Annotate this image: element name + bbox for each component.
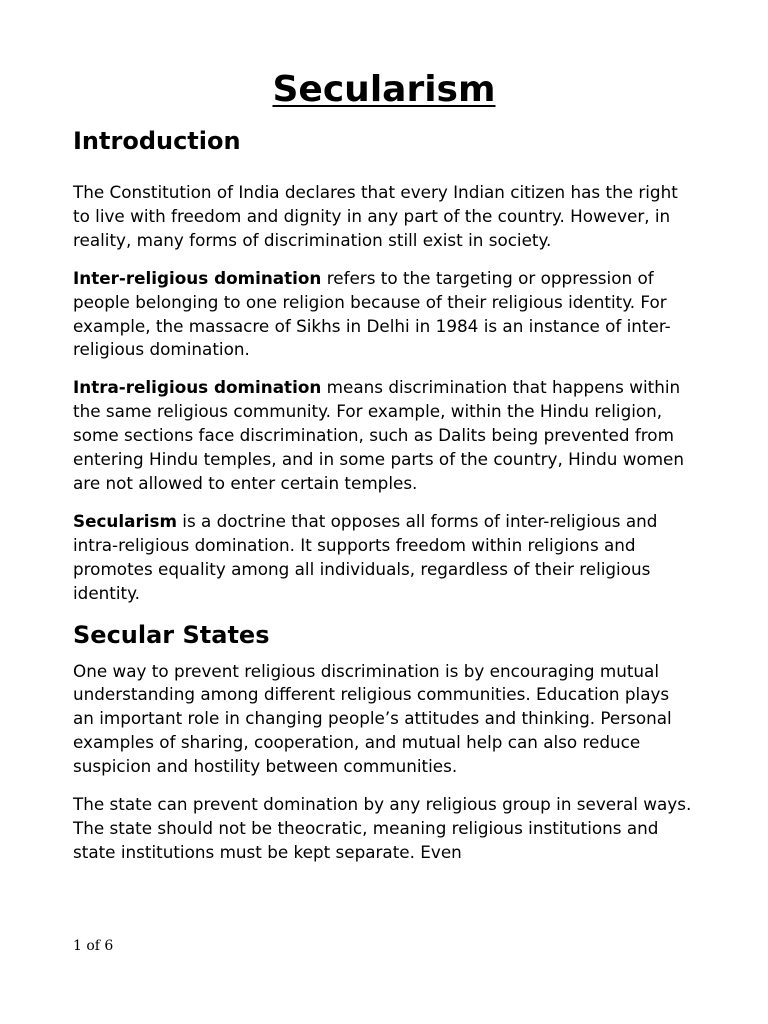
secularism-term: Secularism [73,510,177,531]
inter-religious-text: refers to the targeting or oppression of people belonging to one religion because of their religious identity. For example, the massacre of Sikhs in Delhi in 1984 is an instance of inter-religious domination. [73,267,671,360]
secular-states-paragraph-1: One way to prevent religious discrimination is by encouraging mutual understanding among different religious communities. Education plays an important role in changing people’s attitudes and thinking. Personal examples of sharing, cooperation, and mutual help can also reduce suspicion and hostility between communities. [73,660,672,777]
section-heading-introduction: Introduction [73,127,241,155]
inter-religious-term: Inter-religious domination [73,267,322,288]
intra-religious-term: Intra-religious domination [73,377,322,398]
secularism-definition-text: is a doctrine that opposes all forms of inter-religious and intra-religious domination. It supports freedom within religions and promotes equality among all individuals, regardless of their religious identity. [73,510,658,603]
intra-religious-paragraph [73,376,695,496]
intro-paragraph: The Constitution of India declares that every Indian citizen has the right to live with freedom and dignity in any part of the country. However, in reality, many forms of discrimination still exist in society. [73,182,678,250]
secularism-definition-paragraph [73,510,695,606]
document-title: Secularism [272,69,496,110]
page-number: 1 of 6 [73,938,114,954]
intra-religious-text: means discrimination that happens within the same religious community. For example, within the Hindu religion, some sections face discrimination, such as Dalits being prevented from entering Hindu temples, and in some parts of the country, Hindu women are not allowed to enter certain temples. [73,377,684,493]
secular-states-paragraph-2: The state can prevent domination by any religious group in several ways. The state should not be theocratic, meaning religious institutions and state institutions must be kept separate. Even [73,794,692,862]
inter-religious-paragraph [73,267,695,363]
document-page [73,64,695,879]
section-heading-secular-states: Secular States [73,620,270,649]
